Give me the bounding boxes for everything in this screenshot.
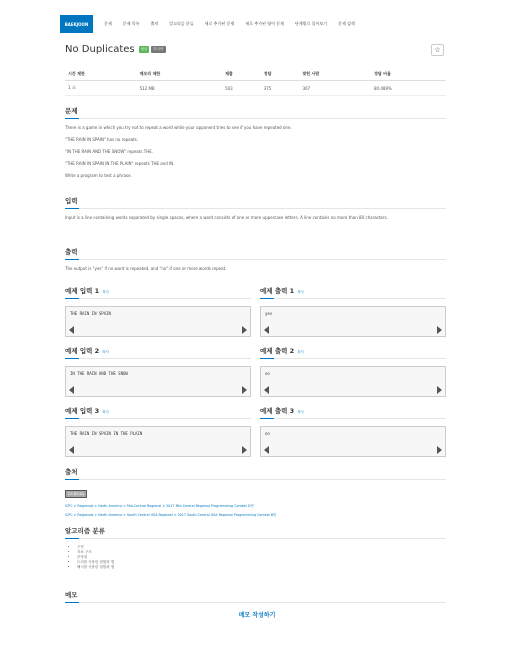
sample-box[interactable]: yes (260, 306, 446, 337)
page-title: No Duplicates (65, 44, 135, 55)
value-submit: 503 (222, 81, 261, 96)
sample-output-1: 예제 출력 1 복사 yes (260, 286, 446, 337)
multilang-badge: 다국어 (153, 47, 164, 51)
section-heading: 문제 (65, 106, 446, 119)
scroll-left-icon[interactable] (69, 386, 74, 394)
success-badge: 성공 (140, 47, 148, 51)
scroll-left-icon[interactable] (264, 386, 269, 394)
header-time: 시간 제한 (65, 68, 137, 81)
nav-algorithm[interactable]: 알고리즘 분류 (169, 21, 194, 26)
scroll-left-icon[interactable] (264, 326, 269, 334)
header-solvers: 맞힌 사람 (299, 68, 371, 81)
problem-info-table (65, 68, 446, 96)
nav-new[interactable]: 새로 추가된 문제 (204, 21, 235, 26)
header-correct: 정답 (261, 68, 300, 81)
list-item[interactable]: • 트리를 사용한 집합과 맵 (77, 560, 446, 565)
problem-section (65, 106, 446, 185)
copy-button[interactable]: 복사 (102, 410, 109, 414)
title-bar (65, 44, 166, 55)
sample-output-3: 예제 출력 3 복사 no (260, 406, 446, 457)
scroll-right-icon[interactable] (242, 446, 247, 454)
copy-button[interactable]: 복사 (297, 290, 304, 294)
value-memory: 512 MB (137, 81, 222, 96)
copy-button[interactable]: 복사 (102, 290, 109, 294)
problem-description: There is a game in which you try not to repeat a word while your opponent tries to see if you have repeated one. "THE RAIN IN SPAIN" has no repeats. "IN THE RAIN AND THE SNOW" repeats THE. "THE RAIN IN SPAIN IN THE PLAIN" repeats THE and IN. Write a program to test a phrase. (65, 125, 292, 178)
scroll-right-icon[interactable] (437, 386, 442, 394)
header-ratio: 정답 비율 (371, 68, 446, 81)
sample-input-2: 예제 입력 2 복사 IN THE RAIN AND THE SNOW (65, 346, 251, 397)
nav-problem-list[interactable]: 문제 목록 (122, 21, 140, 26)
algorithm-list (65, 545, 446, 570)
sample-box[interactable]: IN THE RAIN AND THE SNOW (65, 366, 251, 397)
list-item[interactable]: • 문자열 (77, 555, 446, 560)
input-description: Input is a line containing words separated by single spaces, where a word consists of one or more uppercase letters. A line contains no more than 80 characters. (65, 215, 388, 220)
sample-box[interactable]: no (260, 426, 446, 457)
list-item[interactable]: • 구현 (77, 545, 446, 550)
list-item[interactable]: • 자료 구조 (77, 550, 446, 555)
scroll-left-icon[interactable] (264, 446, 269, 454)
scroll-left-icon[interactable] (69, 446, 74, 454)
value-solvers: 307 (299, 81, 371, 96)
nav-steps[interactable]: 단계별로 풀어보기 (294, 21, 328, 26)
nav-problem[interactable]: 문제 (104, 21, 112, 26)
input-section (65, 196, 446, 221)
cc-license-icon[interactable]: CC BY-SA (65, 490, 87, 498)
scroll-left-icon[interactable] (69, 326, 74, 334)
algorithm-section (65, 526, 446, 570)
write-memo-link[interactable]: 메모 작성하기 (238, 612, 276, 619)
value-time: 1 초 (65, 81, 137, 96)
sample-output-2: 예제 출력 2 복사 no (260, 346, 446, 397)
star-icon[interactable]: ☆ (431, 44, 444, 56)
sample-box[interactable]: THE RAIN IN SPAIN (65, 306, 251, 337)
top-nav (60, 15, 355, 33)
list-item[interactable]: • 해시를 사용한 집합과 맵 (77, 565, 446, 570)
copy-button[interactable]: 복사 (297, 350, 304, 354)
copy-button[interactable]: 복사 (102, 350, 109, 354)
nav-source[interactable]: 출처 (150, 21, 159, 26)
header-submit: 제출 (222, 68, 261, 81)
value-correct: 375 (261, 81, 300, 96)
site-logo[interactable]: BAEKJOON (60, 15, 93, 33)
source-section (65, 467, 446, 517)
section-heading: 출처 (65, 467, 446, 480)
nav-search[interactable]: 문제 검색 (338, 21, 355, 26)
section-heading: 메모 (65, 590, 446, 603)
scroll-right-icon[interactable] (242, 326, 247, 334)
section-heading: 입력 (65, 196, 446, 209)
source-link-1[interactable]: ICPC > Regionals > North America > Mid-Central Regional > 2017 Mid-Central Regional Programming Contest D번 (65, 504, 254, 508)
sample-box[interactable]: THE RAIN IN SPAIN IN THE PLAIN (65, 426, 251, 457)
memo-section (65, 590, 446, 603)
value-ratio: 80.489% (371, 81, 446, 96)
sample-box[interactable]: no (260, 366, 446, 397)
section-heading: 출력 (65, 247, 446, 260)
header-memory: 메모리 제한 (137, 68, 222, 81)
output-description: The output is "yes" if no word is repeated, and "no" if one or more words repeat. (65, 266, 227, 271)
sample-input-1: 예제 입력 1 복사 THE RAIN IN SPAIN (65, 286, 251, 337)
nav-new-english[interactable]: 새로 추가된 영어 문제 (245, 21, 284, 26)
scroll-right-icon[interactable] (437, 446, 442, 454)
scroll-right-icon[interactable] (242, 386, 247, 394)
sample-input-3: 예제 입력 3 복사 THE RAIN IN SPAIN IN THE PLAIN (65, 406, 251, 457)
output-section (65, 247, 446, 272)
source-link-2[interactable]: ICPC > Regionals > North America > South Central USA Regional > 2017 South Central USA Regional Programming Contest B번 (65, 513, 277, 517)
copy-button[interactable]: 복사 (297, 410, 304, 414)
scroll-right-icon[interactable] (437, 326, 442, 334)
section-heading: 알고리즘 분류 (65, 526, 446, 539)
